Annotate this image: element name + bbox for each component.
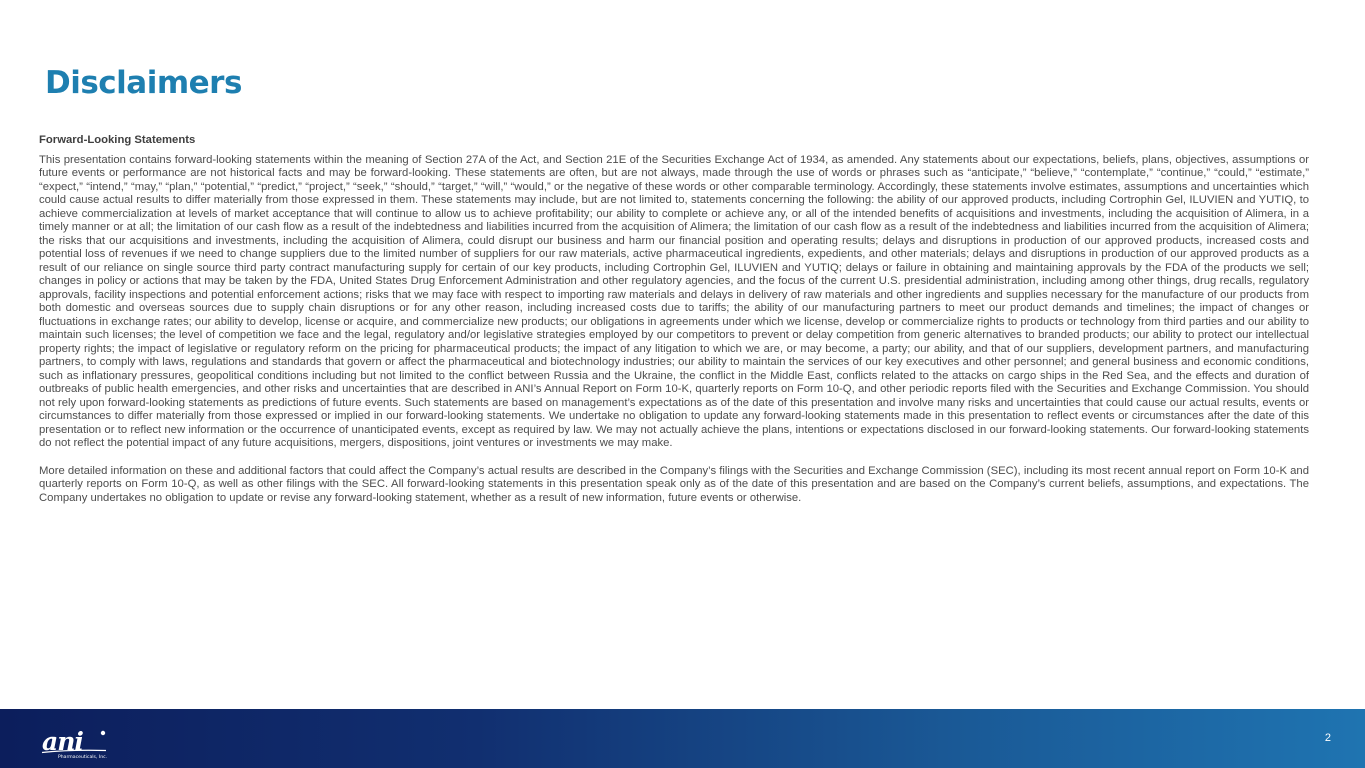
svg-text:Pharmaceuticals, Inc.: Pharmaceuticals, Inc. xyxy=(58,755,108,760)
additional-factors-paragraph: More detailed information on these and additional factors that could affect the Company’s actual results are described in the Company’s filings with the Securities and Exchange Commission (SEC), including its most recent annual report on Form 10-K and quarterly reports on Form 10-Q, as well as other filings with the SEC. All forward-looking statements in this presentation speak only as of the date of this presentation and are based on the Company’s current beliefs, assumptions, and expectations. The Company undertakes no obligation to update or revise any forward-looking statement, whether as a result of new information, future events or otherwise. xyxy=(39,464,1309,504)
disclaimer-content xyxy=(39,134,1309,505)
section-heading: Forward-Looking Statements xyxy=(39,134,196,146)
ani-logo xyxy=(40,727,120,761)
page-number: 2 xyxy=(1324,732,1331,744)
footer-bar xyxy=(0,709,1365,768)
svg-text:ani: ani xyxy=(42,727,83,756)
forward-looking-paragraph: This presentation contains forward-looking statements within the meaning of Section 27A of the Act, and Section 21E of the Securities Exchange Act of 1934, as amended. Any statements about our expectations, beliefs, plans, objectives, assumptions or future events or performance are not historical facts and may be forward-looking. These statements are often, but are not always, made through the use of words or phrases such as “anticipate,” “believe,” “contemplate,” “continue,” “could,” “estimate,” “expect,” “intend,” “may,” “plan,” “potential,” “predict,” “project,” “seek,” “should,” “target,” “will,” “would,” or the negative of these words or other comparable terminology. Accordingly, these statements involve estimates, assumptions and uncertainties which could cause actual results to differ materially from those expressed in them. These statements may include, but are not limited to, statements concerning the following: the ability of our approved products, including Cortrophin Gel, ILUVIEN and YUTIQ, to achieve commercialization at levels of market acceptance that will continue to allow us to achieve profitability; our ability to complete or achieve any, or all of the intended benefits of acquisitions and investments, including the acquisition of Alimera, in a timely manner or at all; the limitation of our cash flow as a result of the indebtedness and liabilities incurred from the acquisition of Alimera; the limitation of our cash flow as a result of the indebtedness and liabilities incurred from the acquisition of Alimera; the risks that our acquisitions and investments, including the acquisition of Alimera, could disrupt our business and harm our financial position and operating results; delays and disruptions in production of our approved products, increased costs and potential loss of revenues if we need to change suppliers due to the limited number of suppliers for our raw materials, active pharmaceutical ingredients, expedients, and other materials; delays and disruptions in production of our approved products as a result of our reliance on single source third party contract manufacturing supply for certain of our key products, including Cortrophin Gel, ILUVIEN and YUTIQ; delays or failure in obtaining and maintaining approvals by the FDA of the products we sell; changes in policy or actions that may be taken by the FDA, United States Drug Enforcement Administration and other regulatory agencies, and the focus of the current U.S. presidential administration, including among other things, drug recalls, regulatory approvals, facility inspections and potential enforcement actions; risks that we may face with respect to importing raw materials and delays in delivery of raw materials and other ingredients and supplies necessary for the manufacture of our products from both domestic and overseas sources due to supply chain disruptions or for any other reason, including increased costs due to tariffs; the ability of our manufacturing partners to meet our product demands and timelines; the impact of changes or fluctuations in exchange rates; our ability to develop, license or acquire, and commercialize new products; our obligations in agreements under which we license, develop or commercialize rights to products or technology from third parties and our ability to maintain such licenses; the level of competition we face and the legal, regulatory and/or legislative strategies employed by our competitors to prevent or delay competition from generic alternatives to branded products; our ability to protect our intellectual property rights; the impact of legislative or regulatory reform on the pricing for pharmaceutical products; the impact of any litigation to which we are, or may become, a party; our ability, and that of our suppliers, development partners, and manufacturing partners, to comply with laws, regulations and standards that govern or affect the pharmaceutical and biotechnology industries; our ability to maintain the services of our key executives and other personnel; and general business and economic conditions, such as inflationary pressures, geopolitical conditions including but not limited to the conflict between Russia and the Ukraine, the conflict in the Middle East, conflicts related to the attacks on cargo ships in the Red Sea, and the effects and duration of outbreaks of public health emergencies, and other risks and uncertainties that are described in ANI’s Annual Report on Form 10-K, quarterly reports on Form 10-Q, and other periodic reports filed with the Securities and Exchange Commission. You should not rely upon forward-looking statements as predictions of future events. Such statements are based on management’s expectations as of the date of this presentation and involve many risks and uncertainties that could cause our actual results, events or circumstances to differ materially from those expressed or implied in our forward-looking statements. We undertake no obligation to update any forward-looking statements made in this presentation to reflect events or circumstances after the date of this presentation or to reflect new information or the occurrence of unanticipated events, except as required by law. We may not actually achieve the plans, intentions or expectations disclosed in our forward-looking statements. Our forward-looking statements do not reflect the potential impact of any future acquisitions, mergers, dispositions, joint ventures or investments we may make. xyxy=(39,153,1309,449)
page-title: Disclaimers xyxy=(45,65,242,101)
